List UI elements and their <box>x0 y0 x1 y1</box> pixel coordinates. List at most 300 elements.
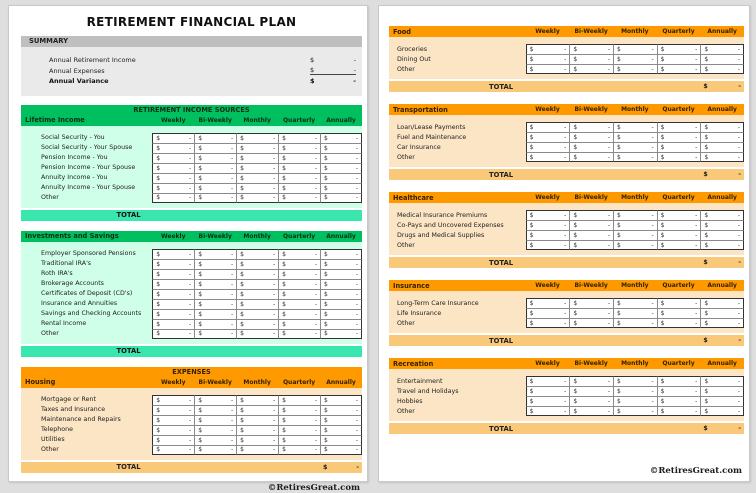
amount-cell[interactable] <box>194 143 236 153</box>
amount-cell[interactable] <box>526 142 570 152</box>
amount-cell[interactable] <box>657 376 701 386</box>
amount-cell[interactable] <box>278 163 320 173</box>
amount-cell[interactable] <box>613 396 657 406</box>
summary-value: - <box>353 77 356 86</box>
amount-cell[interactable] <box>194 319 236 329</box>
amount-value: - <box>607 407 610 415</box>
amount-cell[interactable] <box>700 132 744 142</box>
amount-value: - <box>695 232 698 239</box>
amount-cell[interactable] <box>278 143 320 153</box>
currency-sign: $ <box>617 144 621 151</box>
row-label: Other <box>397 65 415 73</box>
amount-cell[interactable] <box>526 386 570 396</box>
amount-cell[interactable] <box>152 193 194 203</box>
amount-cell[interactable] <box>613 318 657 328</box>
amount-cell[interactable] <box>236 329 278 339</box>
amount-cell[interactable] <box>278 329 320 339</box>
amount-cell[interactable] <box>152 259 194 269</box>
amount-cell[interactable] <box>236 405 278 415</box>
amount-cell[interactable] <box>657 386 701 396</box>
amount-cell[interactable] <box>278 319 320 329</box>
amount-value: - <box>564 388 567 395</box>
amount-value: - <box>695 134 698 141</box>
amount-value: - <box>230 300 234 308</box>
amount-cell[interactable] <box>194 153 236 163</box>
amount-cell[interactable] <box>657 122 701 132</box>
amount-cell[interactable] <box>657 318 701 328</box>
copyright-link[interactable]: ©RetiresGreat.com <box>267 482 360 493</box>
amount-cell[interactable] <box>320 173 362 183</box>
amount-cell[interactable] <box>320 279 362 289</box>
amount-cell[interactable] <box>278 249 320 259</box>
amount-cell[interactable] <box>526 220 570 230</box>
amount-value: - <box>607 222 610 229</box>
currency-sign: $ <box>617 398 621 405</box>
amount-cell[interactable] <box>236 193 278 203</box>
amount-cell[interactable] <box>700 230 744 240</box>
amount-cell[interactable] <box>236 163 278 173</box>
amount-cell[interactable] <box>278 309 320 319</box>
amount-cell[interactable] <box>700 318 744 328</box>
amount-cell[interactable] <box>278 259 320 269</box>
amount-value: - <box>695 65 698 73</box>
amount-cell[interactable] <box>700 64 744 74</box>
amount-value: - <box>355 300 358 308</box>
amount-value: - <box>272 194 276 201</box>
amount-cell[interactable] <box>236 309 278 319</box>
amount-cell[interactable] <box>152 319 194 329</box>
amount-value: - <box>355 134 358 142</box>
amount-cell[interactable] <box>613 142 657 152</box>
amount-value: - <box>272 174 276 182</box>
amount-value: - <box>651 241 654 249</box>
amount-cell[interactable] <box>194 425 236 435</box>
currency-sign: $ <box>617 65 621 73</box>
currency-sign: $ <box>240 280 244 288</box>
column-header: Quarterly <box>282 232 316 240</box>
amount-cell[interactable] <box>569 396 613 406</box>
currency-sign: $ <box>282 260 286 268</box>
currency-sign: $ <box>529 300 534 307</box>
amount-cell[interactable] <box>526 308 570 318</box>
amount-value: - <box>230 290 234 298</box>
amount-cell[interactable] <box>320 193 362 203</box>
amount-value: - <box>314 194 318 201</box>
currency-sign: $ <box>660 212 665 219</box>
amount-cell[interactable] <box>569 220 613 230</box>
amount-value: - <box>314 164 318 172</box>
amount-value: - <box>189 194 192 201</box>
amount-cell[interactable] <box>657 220 701 230</box>
amount-cell[interactable] <box>278 445 320 455</box>
amount-cell[interactable] <box>700 376 744 386</box>
amount-cell[interactable] <box>236 279 278 289</box>
amount-cell[interactable] <box>194 415 236 425</box>
currency-sign: $ <box>324 416 328 424</box>
amount-cell[interactable] <box>657 308 701 318</box>
amount-cell[interactable] <box>236 319 278 329</box>
amount-cell[interactable] <box>152 329 194 339</box>
amount-cell[interactable] <box>657 230 701 240</box>
amount-cell[interactable] <box>236 299 278 309</box>
amount-cell[interactable] <box>236 415 278 425</box>
copyright-link[interactable]: ©RetiresGreat.com <box>649 466 742 476</box>
table-row <box>21 259 362 269</box>
amount-cell[interactable] <box>569 308 613 318</box>
amount-cell[interactable] <box>569 54 613 64</box>
row-label: Life Insurance <box>397 309 442 317</box>
amount-value: - <box>651 46 654 53</box>
amount-cell[interactable] <box>569 230 613 240</box>
currency-sign: $ <box>240 426 244 434</box>
amount-cell[interactable] <box>320 319 362 329</box>
amount-cell[interactable] <box>320 163 362 173</box>
amount-cell[interactable] <box>657 142 701 152</box>
amount-cell[interactable] <box>320 435 362 445</box>
amount-cell[interactable] <box>569 152 613 162</box>
amount-cell[interactable] <box>236 395 278 405</box>
amount-cell[interactable] <box>526 318 570 328</box>
amount-cell[interactable] <box>526 230 570 240</box>
amount-cell[interactable] <box>320 183 362 193</box>
currency-sign: $ <box>529 56 534 63</box>
amount-cell[interactable] <box>569 132 613 142</box>
amount-cell[interactable] <box>526 54 570 64</box>
amount-cell[interactable] <box>700 54 744 64</box>
amount-cell[interactable] <box>526 64 570 74</box>
amount-cell[interactable] <box>613 240 657 250</box>
amount-cell[interactable] <box>236 425 278 435</box>
amount-cell[interactable] <box>569 406 613 416</box>
amount-cell[interactable] <box>526 406 570 416</box>
amount-cell[interactable] <box>700 220 744 230</box>
section-banner: RETIREMENT INCOME SOURCES <box>21 105 362 115</box>
amount-cell[interactable] <box>152 153 194 163</box>
amount-cell[interactable] <box>194 435 236 445</box>
section-body <box>389 115 744 167</box>
amount-cell[interactable] <box>278 405 320 415</box>
amount-value: - <box>737 222 740 229</box>
amount-cell[interactable] <box>152 163 194 173</box>
amount-cell[interactable] <box>613 152 657 162</box>
amount-cell[interactable] <box>613 64 657 74</box>
amount-cell[interactable] <box>700 210 744 220</box>
currency-sign: $ <box>282 416 286 424</box>
amount-cell[interactable] <box>526 132 570 142</box>
currency-sign: $ <box>198 406 203 414</box>
amount-cell[interactable] <box>613 210 657 220</box>
amount-cell[interactable] <box>526 152 570 162</box>
amount-cell[interactable] <box>194 133 236 143</box>
amount-cell[interactable] <box>657 54 701 64</box>
amount-cell[interactable] <box>320 249 362 259</box>
table-row <box>21 249 362 259</box>
amount-value: - <box>695 124 698 131</box>
amount-cell[interactable] <box>194 163 236 173</box>
currency-sign: $ <box>198 446 203 453</box>
amount-cell[interactable] <box>700 142 744 152</box>
total-value <box>700 259 744 266</box>
amount-value: - <box>651 222 654 229</box>
amount-value: - <box>272 330 276 337</box>
amount-cell[interactable] <box>700 122 744 132</box>
amount-cell[interactable] <box>194 329 236 339</box>
amount-cell[interactable] <box>569 298 613 308</box>
currency-sign: $ <box>156 280 161 288</box>
amount-cell[interactable] <box>320 309 362 319</box>
amount-cell[interactable] <box>152 173 194 183</box>
amount-value: - <box>230 260 234 268</box>
amount-cell[interactable] <box>236 153 278 163</box>
amount-cell[interactable] <box>278 153 320 163</box>
amount-cell[interactable] <box>152 279 194 289</box>
amount-cell[interactable] <box>152 435 194 445</box>
amount-cell[interactable] <box>569 210 613 220</box>
currency-sign: $ <box>156 270 161 278</box>
amount-cell[interactable] <box>152 395 194 405</box>
amount-cell[interactable] <box>152 249 194 259</box>
table-row <box>389 406 744 416</box>
amount-cell[interactable] <box>320 289 362 299</box>
amount-cell[interactable] <box>152 425 194 435</box>
summary-row-label: Annual Retirement Income <box>49 56 136 65</box>
amount-value: - <box>651 212 654 219</box>
amount-cell[interactable] <box>657 298 701 308</box>
amount-cell[interactable] <box>526 240 570 250</box>
amount-cell[interactable] <box>526 122 570 132</box>
amount-value: - <box>272 250 276 258</box>
amount-cell[interactable] <box>152 405 194 415</box>
amount-cell[interactable] <box>194 299 236 309</box>
amount-cell[interactable] <box>194 309 236 319</box>
amount-cell[interactable] <box>569 376 613 386</box>
amount-cell[interactable] <box>278 133 320 143</box>
amount-cell[interactable] <box>194 259 236 269</box>
table-row <box>389 210 744 220</box>
amount-cell[interactable] <box>278 299 320 309</box>
amount-cell[interactable] <box>613 44 657 54</box>
amount-cell[interactable] <box>569 318 613 328</box>
column-header: Weekly <box>160 378 186 386</box>
amount-cell[interactable] <box>152 183 194 193</box>
amount-cell[interactable] <box>613 406 657 416</box>
amount-cell[interactable] <box>320 133 362 143</box>
amount-cell[interactable] <box>700 406 744 416</box>
amount-cell[interactable] <box>320 395 362 405</box>
amount-cell[interactable] <box>700 152 744 162</box>
amount-cell[interactable] <box>236 445 278 455</box>
amount-cell[interactable] <box>194 173 236 183</box>
amount-cell[interactable] <box>278 415 320 425</box>
amount-cell[interactable] <box>613 230 657 240</box>
amount-cell[interactable] <box>320 143 362 153</box>
amount-cell[interactable] <box>613 376 657 386</box>
amount-cell[interactable] <box>657 240 701 250</box>
amount-value: - <box>314 174 318 182</box>
column-header: Quarterly <box>282 378 316 386</box>
amount-cell[interactable] <box>657 210 701 220</box>
amount-cell[interactable] <box>236 249 278 259</box>
amount-cell[interactable] <box>320 259 362 269</box>
amount-cell[interactable] <box>526 44 570 54</box>
amount-cell[interactable] <box>278 425 320 435</box>
amount-value: - <box>189 416 192 424</box>
currency-sign: $ <box>198 436 203 444</box>
amount-cell[interactable] <box>657 132 701 142</box>
amount-value: - <box>272 144 276 152</box>
amount-cell[interactable] <box>526 210 570 220</box>
amount-cell[interactable] <box>613 122 657 132</box>
amount-cell[interactable] <box>613 54 657 64</box>
amount-cell[interactable] <box>613 298 657 308</box>
amount-value: - <box>607 144 610 151</box>
amount-cell[interactable] <box>236 289 278 299</box>
amount-cell[interactable] <box>194 249 236 259</box>
currency-sign: $ <box>324 290 328 298</box>
amount-cell[interactable] <box>700 396 744 406</box>
amount-cell[interactable] <box>700 308 744 318</box>
amount-cell[interactable] <box>194 193 236 203</box>
amount-cell[interactable] <box>320 299 362 309</box>
amount-cell[interactable] <box>526 298 570 308</box>
amount-value: - <box>314 446 318 453</box>
amount-cell[interactable] <box>152 445 194 455</box>
amount-cell[interactable] <box>236 133 278 143</box>
column-header: Monthly <box>243 116 271 124</box>
amount-cell[interactable] <box>236 183 278 193</box>
row-label: Other <box>397 153 415 161</box>
amount-cell[interactable] <box>194 395 236 405</box>
amount-cell[interactable] <box>613 386 657 396</box>
row-label: Other <box>397 319 415 327</box>
amount-cell[interactable] <box>236 269 278 279</box>
currency-sign: $ <box>704 144 709 151</box>
amount-cell[interactable] <box>320 329 362 339</box>
amount-cell[interactable] <box>278 269 320 279</box>
amount-value: - <box>230 144 234 152</box>
amount-cell[interactable] <box>236 173 278 183</box>
amount-cell[interactable] <box>569 122 613 132</box>
amount-cell[interactable] <box>526 396 570 406</box>
amount-cell[interactable] <box>613 308 657 318</box>
currency-sign: $ <box>198 194 203 201</box>
section-title: Housing <box>25 378 56 386</box>
amount-cell[interactable] <box>320 415 362 425</box>
amount-value: - <box>272 164 276 172</box>
amount-cell[interactable] <box>657 152 701 162</box>
amount-cell[interactable] <box>194 405 236 415</box>
amount-cell[interactable] <box>657 64 701 74</box>
amount-value: - <box>564 46 567 53</box>
amount-value: - <box>564 319 567 327</box>
amount-cell[interactable] <box>236 435 278 445</box>
amount-value: - <box>272 320 276 328</box>
currency-sign: $ <box>240 164 244 172</box>
amount-cell[interactable] <box>657 396 701 406</box>
amount-cell[interactable] <box>194 269 236 279</box>
amount-cell[interactable] <box>278 279 320 289</box>
currency-sign: $ <box>529 310 534 317</box>
currency-sign: $ <box>240 270 244 278</box>
amount-cell[interactable] <box>278 173 320 183</box>
amount-value: - <box>651 319 654 327</box>
column-header: Monthly <box>621 28 649 35</box>
amount-cell[interactable] <box>526 376 570 386</box>
amount-cell[interactable] <box>569 142 613 152</box>
table-row <box>21 319 362 329</box>
currency-sign: $ <box>660 300 665 307</box>
amount-value: - <box>651 56 654 63</box>
amount-value: - <box>607 232 610 239</box>
amount-cell[interactable] <box>152 415 194 425</box>
currency-sign: $ <box>282 250 286 258</box>
amount-cell[interactable] <box>278 289 320 299</box>
amount-cell[interactable] <box>700 386 744 396</box>
amount-cell[interactable] <box>278 435 320 445</box>
amount-cell[interactable] <box>657 44 701 54</box>
amount-cell[interactable] <box>152 143 194 153</box>
amount-cell[interactable] <box>700 44 744 54</box>
amount-cell[interactable] <box>657 406 701 416</box>
amount-cell[interactable] <box>569 64 613 74</box>
amount-cell[interactable] <box>152 269 194 279</box>
amount-cell[interactable] <box>320 445 362 455</box>
amount-value: - <box>314 406 318 414</box>
amount-cell[interactable] <box>569 386 613 396</box>
amount-cell[interactable] <box>320 425 362 435</box>
column-header: Annually <box>326 232 356 240</box>
amount-cell[interactable] <box>700 240 744 250</box>
amount-cell[interactable] <box>320 405 362 415</box>
amount-cell[interactable] <box>152 133 194 143</box>
amount-cell[interactable] <box>194 289 236 299</box>
amount-cell[interactable] <box>194 183 236 193</box>
amount-value: - <box>189 320 192 328</box>
amount-cell[interactable] <box>152 299 194 309</box>
currency-sign: $ <box>324 194 328 201</box>
column-header: Quarterly <box>662 28 695 35</box>
currency-sign: $ <box>573 56 578 63</box>
amount-cell[interactable] <box>152 309 194 319</box>
section-investments-and-savings <box>21 231 362 357</box>
currency-sign: $ <box>198 154 203 162</box>
currency-sign: $ <box>324 396 328 404</box>
currency-sign: $ <box>198 280 203 288</box>
amount-cell[interactable] <box>194 445 236 455</box>
currency-sign: $ <box>324 330 328 337</box>
amount-cell[interactable] <box>320 269 362 279</box>
amount-cell[interactable] <box>278 193 320 203</box>
amount-cell[interactable] <box>236 143 278 153</box>
amount-cell[interactable] <box>236 259 278 269</box>
amount-value: - <box>738 83 741 90</box>
currency-sign: $ <box>198 290 203 298</box>
amount-cell[interactable] <box>152 289 194 299</box>
amount-cell[interactable] <box>569 44 613 54</box>
currency-sign: $ <box>573 310 578 317</box>
amount-cell[interactable] <box>278 183 320 193</box>
amount-cell[interactable] <box>194 279 236 289</box>
amount-cell[interactable] <box>613 132 657 142</box>
table-row <box>21 415 362 425</box>
column-header: Annually <box>707 360 737 367</box>
amount-cell[interactable] <box>320 153 362 163</box>
amount-cell[interactable] <box>700 298 744 308</box>
table-row <box>21 425 362 435</box>
amount-cell[interactable] <box>613 220 657 230</box>
amount-cell[interactable] <box>278 395 320 405</box>
amount-cell[interactable] <box>569 240 613 250</box>
